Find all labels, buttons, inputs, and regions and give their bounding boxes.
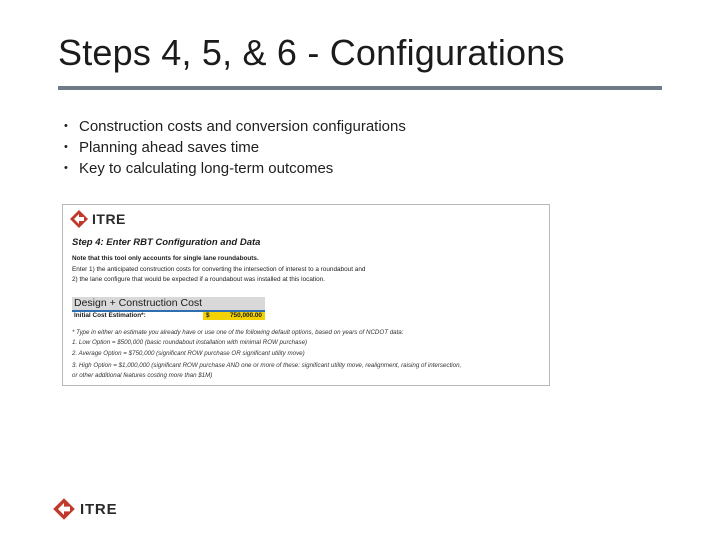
itre-logo-text: ITRE	[92, 211, 126, 227]
initial-cost-value: 750,000.00	[230, 312, 262, 319]
itre-logo-icon	[69, 209, 89, 229]
bullet-icon: •	[64, 162, 68, 174]
section-header: Design + Construction Cost	[72, 297, 265, 312]
options-note: 1. Low Option = $500,000 (basic roundabout installation with minimal ROW purchase)	[72, 339, 308, 346]
bullet-icon: •	[64, 120, 68, 132]
instruction-line: Enter 1) the anticipated construction costs for converting the intersection of interest to a roundabout and	[72, 266, 366, 273]
initial-cost-row	[72, 312, 265, 320]
options-note: 3. High Option = $1,000,000 (significant ROW purchase AND one or more of these: significant utility move, realignment, raising of intersection,	[72, 362, 462, 369]
title-divider	[58, 86, 662, 90]
currency-symbol: $	[206, 312, 210, 319]
initial-cost-field	[203, 312, 265, 320]
bullet-list	[60, 116, 406, 179]
slide-title: Steps 4, 5, & 6 - Configurations	[58, 32, 565, 73]
footer-logo-text: ITRE	[80, 500, 118, 518]
design-cost-section	[72, 297, 265, 322]
bullet-icon: •	[64, 141, 68, 153]
itre-logo-icon	[52, 497, 76, 521]
bullet-item	[60, 137, 406, 158]
footer-logo	[52, 497, 117, 521]
note-line: Note that this tool only accounts for single lane roundabouts.	[72, 255, 259, 262]
bullet-text: Planning ahead saves time	[79, 139, 260, 156]
step-heading: Step 4: Enter RBT Configuration and Data	[72, 237, 261, 248]
initial-cost-label: Initial Cost Estimation*:	[74, 312, 146, 319]
itre-logo	[69, 209, 126, 229]
options-note: or other additional features costing more than $1M)	[72, 372, 213, 379]
options-note: * Type in either an estimate you already have or use one of the following default options, based on years of NCDOT data:	[72, 329, 404, 336]
bullet-item	[60, 158, 406, 179]
options-note: 2. Average Option = $750,000 (significant ROW purchase OR significant utility move)	[72, 350, 305, 357]
bullet-text: Construction costs and conversion configurations	[79, 118, 406, 135]
bullet-text: Key to calculating long-term outcomes	[79, 160, 334, 177]
embedded-screenshot	[62, 204, 550, 386]
bullet-item	[60, 116, 406, 137]
instruction-line: 2) the lane configure that would be expected if a roundabout was installed at this location.	[72, 276, 325, 283]
